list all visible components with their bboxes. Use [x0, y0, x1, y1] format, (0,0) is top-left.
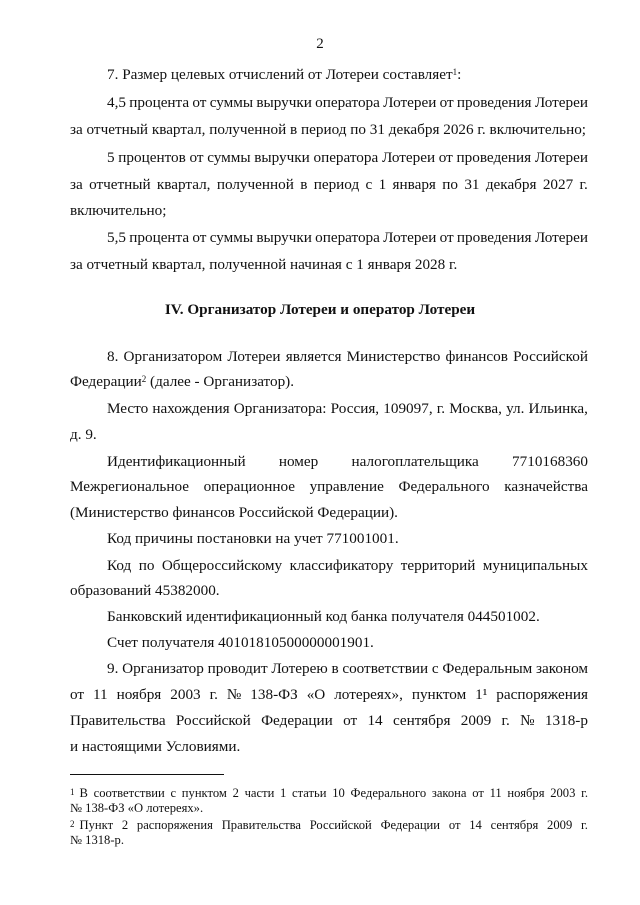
word: пунктом [181, 786, 227, 800]
word: процента [129, 229, 190, 246]
footnote-2-text [80, 817, 589, 833]
word: г. [436, 400, 446, 417]
word: управление [309, 478, 384, 495]
word: в [300, 176, 308, 193]
word: Федеральным [442, 660, 533, 677]
word: Организатора: [233, 400, 327, 417]
word: ул. [506, 400, 525, 417]
word: сентября [392, 712, 451, 729]
word: период [313, 176, 360, 193]
word: Федерального [350, 786, 427, 800]
word: Место [107, 400, 149, 417]
word: 2003 [170, 686, 201, 703]
word: 1¹ [475, 686, 488, 703]
word: классификатору [289, 557, 394, 574]
word: казначейства [504, 478, 588, 495]
word: от [439, 229, 454, 246]
section-9-line-4: и настоящими Условиями. [70, 738, 241, 755]
word: проводит [207, 660, 268, 677]
word: с [431, 660, 439, 677]
word: г. [501, 712, 510, 729]
word: проведения [456, 229, 532, 246]
word: Лотереи [383, 94, 437, 111]
word: Лотерею [271, 660, 328, 677]
word: Пункт [79, 818, 114, 832]
inn-line-2 [70, 477, 588, 497]
word: Лотереи [534, 229, 588, 246]
word: финансов [445, 348, 508, 365]
page-number: 2 [316, 36, 324, 52]
word: распоряжения [136, 818, 213, 832]
bik-line: Банковский идентификационный код банка получателя 044501002. [107, 608, 540, 625]
word: Москва, [449, 400, 502, 417]
footnote-ref-1: 1 [452, 67, 458, 77]
word: 5,5 [107, 229, 126, 246]
word: по [442, 176, 458, 193]
word: Организатор [122, 660, 204, 677]
word: муниципальных [482, 557, 588, 574]
word: В [79, 786, 88, 800]
inn-line-1 [107, 452, 588, 472]
rate-1-line-2: за отчетный квартал, полученной в период по 31 декабря 2026 г. включительно; [70, 121, 587, 138]
word: распоряжения [496, 686, 588, 703]
word: Лотереи [534, 94, 588, 111]
word: 11 [489, 786, 502, 800]
word: суммы [207, 149, 251, 166]
section-9-line-2 [70, 685, 588, 705]
word: г. [581, 786, 588, 800]
section-9-line-1 [107, 659, 588, 679]
word: операционное [203, 478, 295, 495]
word: от [448, 818, 461, 832]
rate-2-line-1 [107, 148, 588, 168]
word: Российской [309, 818, 372, 832]
rate-3-line-2: за отчетный квартал, полученной начиная с 1 января 2028 г. [70, 256, 458, 273]
word: 2003 [550, 786, 576, 800]
word: от [472, 786, 484, 800]
word: г. [209, 686, 218, 703]
word: 4,5 [107, 94, 126, 111]
footnote-1-text [80, 785, 589, 801]
word: Российской [513, 348, 588, 365]
word: Ильинка, [528, 400, 588, 417]
word: Российской [175, 712, 251, 729]
word: № [520, 712, 535, 729]
word: суммы [209, 229, 254, 246]
account-line: Счет получателя 40101810500000001901. [107, 634, 374, 651]
footnote-1-line-2: № 138-ФЗ «О лотереях». [70, 801, 204, 815]
word: выручки [254, 149, 310, 166]
word: от [192, 229, 207, 246]
word: процентов [118, 149, 186, 166]
section-9-line-3 [70, 711, 588, 731]
section-heading: IV. Организатор Лотереи и оператор Лотереи [164, 301, 476, 318]
word: 14 [469, 818, 482, 832]
footnote-1-line-1 [70, 785, 588, 801]
section-7-intro: 7. Размер целевых отчислений от Лотереи составляет$^1$: [107, 66, 462, 83]
word: января [392, 176, 436, 193]
word: от [189, 149, 204, 166]
word: за [70, 176, 83, 193]
rate-1-line-1 [107, 93, 588, 113]
rate-2-line-2 [70, 175, 588, 195]
word: лотереях», [334, 686, 403, 703]
word: процента [129, 94, 190, 111]
word: 8. [107, 348, 119, 365]
word: соответствии [93, 786, 165, 800]
word: от [343, 712, 358, 729]
word: 1 [280, 786, 287, 800]
word: отчетный [89, 176, 151, 193]
oktmo-line-1 [107, 556, 588, 576]
word: выручки [256, 229, 312, 246]
word: Министерство [346, 348, 441, 365]
footnote-2-line-1 [70, 817, 588, 833]
word: декабря [485, 176, 537, 193]
word: 138-ФЗ [250, 686, 298, 703]
word: территорий [400, 557, 476, 574]
footnote-2-marker: 2 [70, 819, 75, 829]
word: проведения [456, 94, 532, 111]
word: оператора [313, 149, 379, 166]
word: 2 [121, 818, 129, 832]
word: 1318-р [544, 712, 588, 729]
inn-line-3: (Министерство финансов Российской Федерации). [70, 504, 398, 521]
word: 1 [378, 176, 387, 193]
word: суммы [209, 94, 254, 111]
word: в [331, 660, 339, 677]
word: 109097, [383, 400, 433, 417]
word: 14 [367, 712, 383, 729]
word: Федерации [380, 818, 441, 832]
word: проведения [456, 149, 532, 166]
footnote-1-marker: 1 [70, 787, 75, 797]
word: с [365, 176, 373, 193]
word: 9. [107, 660, 119, 677]
word: Код [107, 557, 132, 574]
word: ноября [116, 686, 162, 703]
word: 5 [107, 149, 115, 166]
word: от [192, 94, 207, 111]
word: части [244, 786, 275, 800]
word: Организатором [123, 348, 223, 365]
word: г. [579, 176, 588, 193]
word: по [138, 557, 155, 574]
word: оператора [315, 229, 380, 246]
rate-3-line-1 [107, 228, 588, 248]
word: 10 [332, 786, 345, 800]
word: 31 [464, 176, 480, 193]
word: является [285, 348, 342, 365]
word: от [438, 149, 453, 166]
word: Правительства [221, 818, 301, 832]
word: Россия, [330, 400, 380, 417]
word: от [70, 686, 85, 703]
word: законом [536, 660, 588, 677]
rate-2-line-3: включительно; [70, 202, 167, 219]
word: Лотереи [383, 229, 437, 246]
word: № [226, 686, 242, 703]
address-line-1 [107, 399, 588, 419]
word: полученной [216, 176, 294, 193]
word: статьи [292, 786, 327, 800]
word: Лотереи [381, 149, 436, 166]
word: от [439, 94, 454, 111]
word: налогоплательщика [351, 453, 479, 470]
word: пунктом [411, 686, 467, 703]
word: Федерального [398, 478, 490, 495]
word: нахождения [152, 400, 230, 417]
kpp-line: Код причины постановки на учет 771001001. [107, 530, 399, 547]
word: «О [306, 686, 326, 703]
word: Идентификационный [107, 453, 246, 470]
word: Лотереи [227, 348, 281, 365]
word: г. [581, 818, 588, 832]
word: Лотереи [534, 149, 588, 166]
section-8-line-1 [107, 347, 588, 367]
word: оператора [315, 94, 380, 111]
footnote-2-line-2: № 1318-р. [70, 833, 124, 847]
word: 2009 [547, 818, 573, 832]
word: 7710168360 [512, 453, 588, 470]
footnote-separator [70, 774, 224, 775]
word: соответствии [342, 660, 429, 677]
word: 2 [232, 786, 239, 800]
word: 2009 [460, 712, 492, 729]
footnote-ref-2: 2 [141, 374, 147, 384]
word: с [170, 786, 177, 800]
word: 11 [92, 686, 108, 703]
word: Федерации [261, 712, 333, 729]
word: закона [431, 786, 467, 800]
oktmo-line-2: образований 45382000. [70, 582, 220, 599]
address-line-2: д. 9. [70, 426, 97, 443]
section-8-line-2: Федерации$^2$ (далее - Организатор). [70, 373, 295, 390]
word: квартал, [156, 176, 211, 193]
word: сентября [490, 818, 539, 832]
word: ноября [507, 786, 545, 800]
word: Общероссийскому [161, 557, 283, 574]
word: Правительства [70, 712, 166, 729]
word: номер [278, 453, 319, 470]
word: 2027 [542, 176, 574, 193]
word: Межрегиональное [70, 478, 189, 495]
word: выручки [256, 94, 312, 111]
